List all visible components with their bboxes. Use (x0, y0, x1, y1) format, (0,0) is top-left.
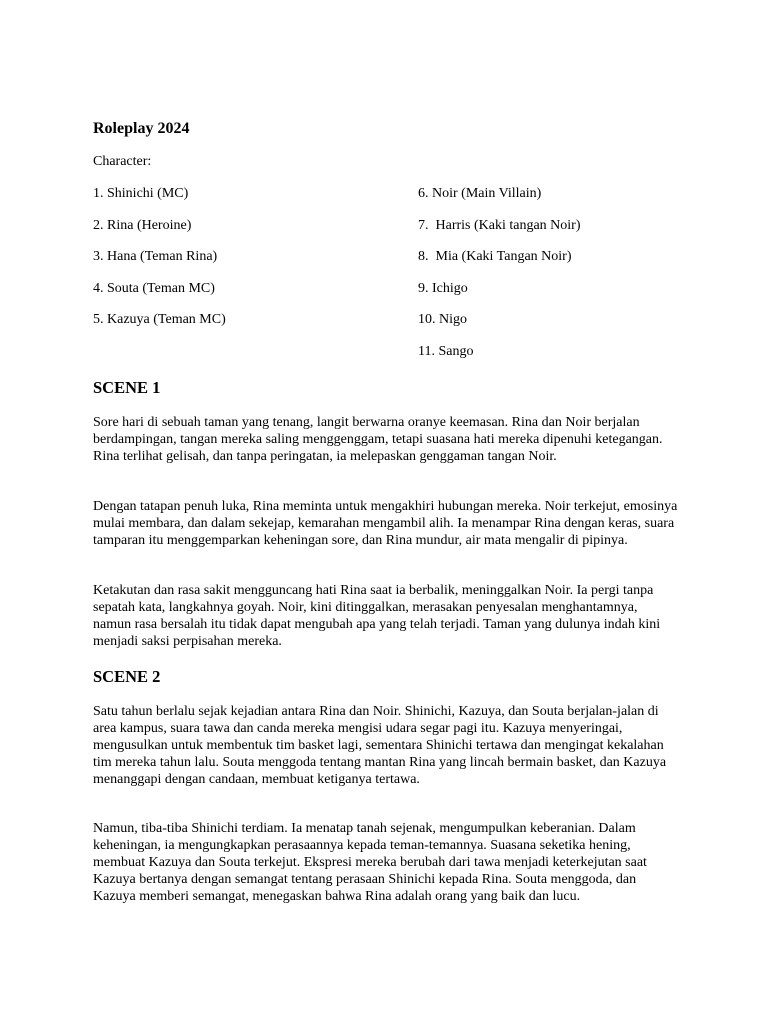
character-label: Character: (93, 154, 152, 169)
scene-1-paragraph-3: Ketakutan dan rasa sakit mengguncang hati Rina saat ia berbalik, meninggalkan Noir. Ia pergi tanpa sepatah kata, langkahnya goyah. Noir, kini ditinggalkan, merasakan penyesalan menghantamnya, namun rasa bersalah itu tidak dapat mengubah apa yang telah terjadi. Taman yang dulunya indah kini menjadi saksi perpisahan mereka. (93, 583, 661, 649)
character-list-left (93, 185, 226, 343)
character-item: 8. Mia (Kaki Tangan Noir) (418, 249, 572, 265)
scene-2-heading: SCENE 2 (93, 667, 161, 686)
character-item: 7. Harris (Kaki tangan Noir) (418, 217, 581, 233)
character-item: 11. Sango (418, 343, 474, 359)
character-item: 4. Souta (Teman MC) (93, 280, 215, 296)
character-item: 2. Rina (Heroine) (93, 217, 192, 233)
character-item: 9. Ichigo (418, 280, 468, 296)
character-item: 5. Kazuya (Teman MC) (93, 312, 226, 328)
scene-1-heading: SCENE 1 (93, 378, 161, 397)
character-list-right (418, 185, 581, 375)
scene-2-paragraph-1: Satu tahun berlalu sejak kejadian antara Rina dan Noir. Shinichi, Kazuya, dan Souta berjalan-jalan di area kampus, suara tawa dan canda mereka mengisi udara segar pagi itu. Kazuya menyeringai, mengusulkan untuk membentuk tim basket lagi, sementara Shinichi tertawa dan mengingat kekalahan tim mereka tahun lalu. Souta menggoda tentang mantan Rina yang lincah bermain basket, dan Kazuya menanggapi dengan candaan, membuat ketiganya tertawa. (93, 704, 667, 787)
character-item: 10. Nigo (418, 312, 467, 328)
scene-1-paragraph-2: Dengan tatapan penuh luka, Rina meminta untuk mengakhiri hubungan mereka. Noir terkejut, emosinya mulai membara, dan dalam sekejap, kemarahan mengambil alih. Ia menampar Rina dengan keras, suara tamparan itu menggemparkan keheningan sore, dan Rina mundur, air mata mengalir di pipinya. (93, 499, 678, 548)
character-item: 6. Noir (Main Villain) (418, 186, 542, 201)
character-item: 1. Shinichi (MC) (93, 186, 189, 201)
scene-1-paragraph-1: Sore hari di sebuah taman yang tenang, langit berwarna oranye keemasan. Rina dan Noir berjalan berdampingan, tangan mereka saling menggenggam, tetapi suasana hati mereka dipenuhi ketegangan. Rina terlihat gelisah, dan tanpa peringatan, ia melepaskan genggaman tangan Noir. (93, 415, 663, 464)
scene-2-paragraph-2: Namun, tiba-tiba Shinichi terdiam. Ia menatap tanah sejenak, mengumpulkan keberanian. Dalam keheningan, ia mengungkapkan perasaannya kepada teman-temannya. Suasana seketika hening, membuat Kazuya dan Souta terkejut. Ekspresi mereka berubah dari tawa menjadi keterkejutan saat Kazuya bertanya dengan semangat tentang perasaan Shinichi kepada Rina. Souta menggoda, dan Kazuya memberi semangat, menegaskan bahwa Rina adalah orang yang baik dan lucu. (93, 821, 647, 904)
character-item: 3. Hana (Teman Rina) (93, 249, 218, 265)
document-title: Roleplay 2024 (93, 120, 190, 137)
